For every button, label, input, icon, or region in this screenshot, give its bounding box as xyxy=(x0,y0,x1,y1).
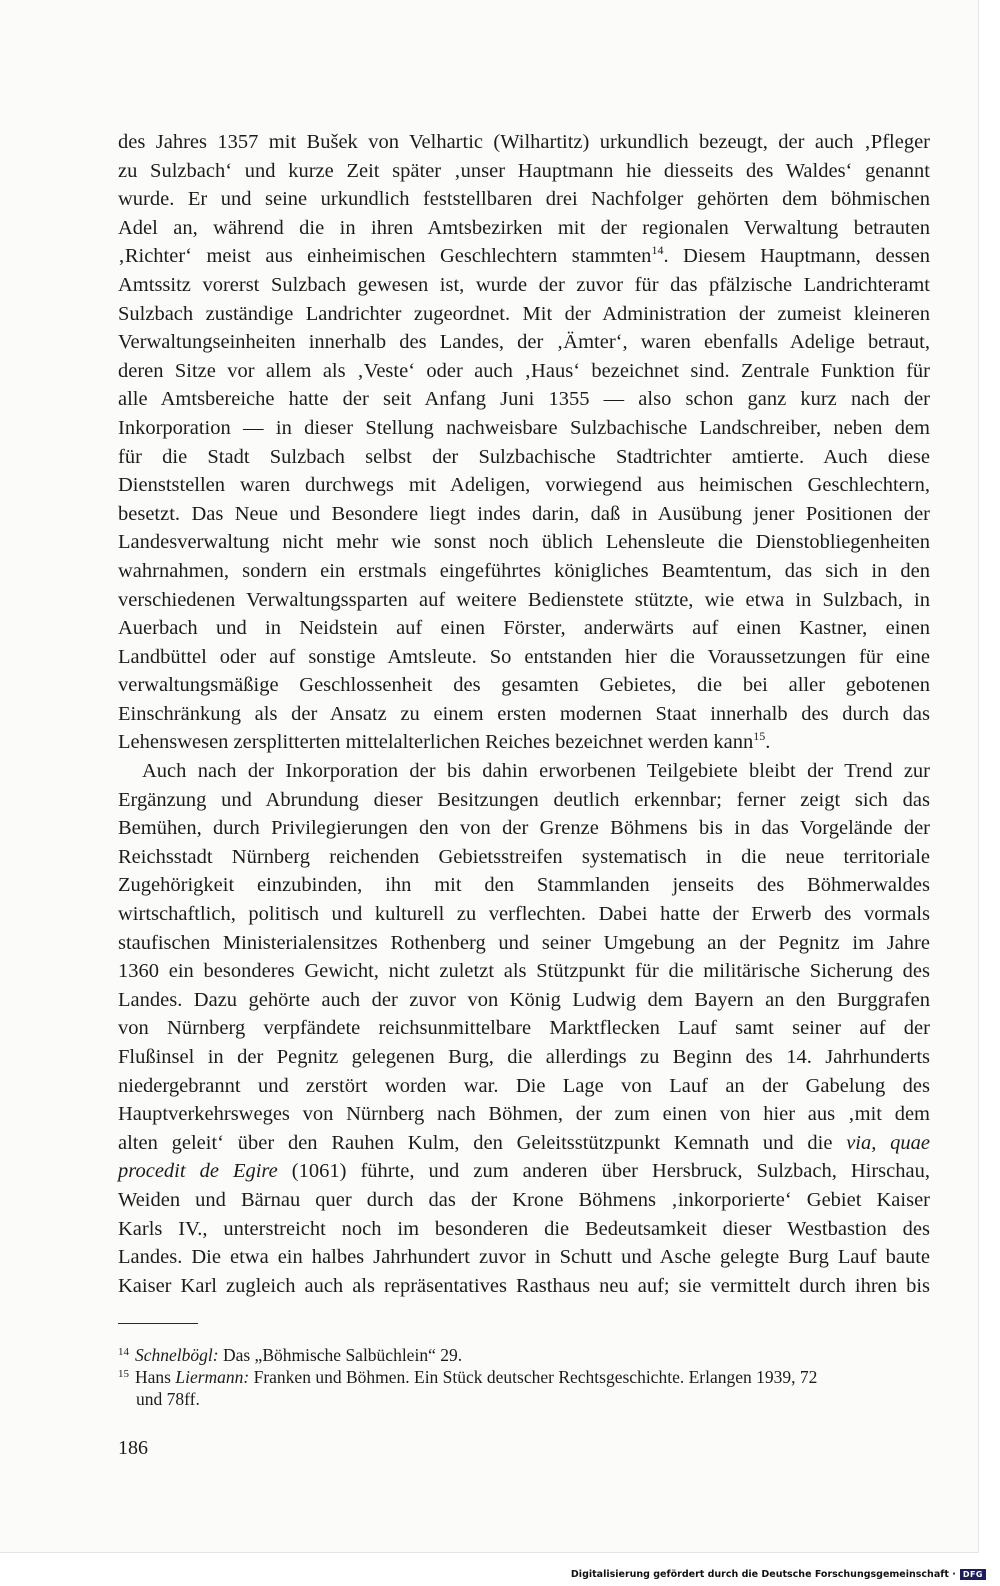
text-segment: Landesverwaltung nicht mehr wie sonst noch üblich Lehensleute die Dienstobliegenheiten xyxy=(118,531,930,554)
text-segment: Landes. Dazu gehörte auch der zuvor von König Ludwig dem Bayern an den Burggrafen xyxy=(118,988,930,1011)
text-segment: wahrnahmen, sondern ein erstmals eingeführtes königliches Beamtentum, das sich in den xyxy=(118,559,930,582)
footnote-text: Das „Böhmische Salbüchlein“ 29. xyxy=(218,1345,463,1365)
text-segment: Amtssitz vorerst Sulzbach gewesen ist, wurde der zuvor für das pfälzische Landrichteramt xyxy=(118,273,930,296)
text-segment: für die Stadt Sulzbach selbst der Sulzbachische Stadtrichter amtierte. Auch diese xyxy=(118,445,930,468)
text-segment: ‚Richter‘ meist aus einheimischen Geschlechtern stammten xyxy=(118,245,652,268)
text-segment: Lehenswesen zersplitterten mittelalterlichen Reiches bezeichnet werden kann xyxy=(118,731,754,754)
text-segment: . Diesem Hauptmann, dessen xyxy=(663,245,931,268)
text-segment: Dienststellen waren durchwegs mit Adeligen, vorwiegend aus heimischen Geschlechtern, xyxy=(118,474,930,497)
footnote-line xyxy=(118,1388,930,1410)
text-line xyxy=(118,1129,930,1158)
footnote-line xyxy=(118,1366,930,1388)
text-segment: Adel an, während die in ihren Amtsbezirken mit der regionalen Verwaltung betrauten xyxy=(118,216,930,239)
text-segment: Verwaltungseinheiten innerhalb des Landes, der ‚Ämter‘, waren ebenfalls Adelige betraut, xyxy=(118,331,930,354)
text-segment: wurde. Er und seine urkundlich feststellbaren drei Nachfolger gehörten dem böhmischen xyxy=(118,188,930,211)
text-segment: verschiedenen Verwaltungssparten auf weitere Bedienstete stützte, wie etwa in Sulzbach, in xyxy=(118,588,930,611)
text-segment: alle Amtsbereiche hatte der seit Anfang Juni 1355 — also schon ganz kurz nach der xyxy=(118,388,930,411)
text-segment: wirtschaftlich, politisch und kulturell zu verflechten. Dabei hatte der Erwerb des vormals xyxy=(118,903,930,926)
text-line xyxy=(118,757,930,786)
text-line xyxy=(118,871,930,900)
footnote-text: Liermann: xyxy=(175,1367,250,1387)
text-line xyxy=(118,900,930,929)
text-line xyxy=(118,271,930,300)
footnote-text: Schnelbögl: xyxy=(135,1345,219,1365)
text-segment: via, quae xyxy=(846,1131,930,1154)
footnote-mark: 14 xyxy=(118,1346,129,1358)
footnote-line xyxy=(118,1344,930,1366)
digitization-note-text: Digitalisierung gefördert durch die Deutsche Forschungsgemeinschaft · xyxy=(570,1569,956,1580)
text-segment: . xyxy=(765,731,771,754)
text-line xyxy=(118,185,930,214)
text-segment: von Nürnberg verpfändete reichsunmittelbare Marktflecken Lauf samt seiner auf der xyxy=(118,1017,930,1040)
digitization-note xyxy=(571,1569,986,1580)
text-segment: niedergebrannt und zerstört worden war. Die Lage von Lauf an der Gabelung des xyxy=(118,1074,930,1097)
text-line xyxy=(118,843,930,872)
text-segment: Auerbach und in Neidstein auf einen Förster, anderwärts auf einen Kastner, einen xyxy=(118,617,930,640)
text-segment: Karls IV., unterstreicht noch im besonderen die Bedeutsamkeit dieser Westbastion des xyxy=(118,1217,930,1240)
dfg-logo: DFG xyxy=(960,1569,986,1580)
text-line xyxy=(118,500,930,529)
text-line xyxy=(118,214,930,243)
footnote-text: Hans xyxy=(135,1367,176,1387)
text-segment: procedit de Egire xyxy=(118,1160,278,1183)
text-line xyxy=(118,929,930,958)
text-segment: zu Sulzbach‘ und kurze Zeit später ‚unser Hauptmann hie diesseits des Waldes‘ genannt xyxy=(118,159,930,182)
text-line xyxy=(118,643,930,672)
text-segment: Kaiser Karl zugleich auch als repräsentatives Rasthaus neu auf; sie vermittelt durch ihren bis xyxy=(118,1274,930,1297)
text-line xyxy=(118,700,930,729)
text-line xyxy=(118,671,930,700)
text-line xyxy=(118,328,930,357)
footnote-text: und 78ff. xyxy=(136,1389,200,1409)
text-line xyxy=(118,986,930,1015)
text-segment: Reichsstadt Nürnberg reichenden Gebietsstreifen systematisch in die neue territoriale xyxy=(118,845,930,868)
text-segment: Weiden und Bärnau quer durch das der Krone Böhmens ‚inkorporierte‘ Gebiet Kaiser xyxy=(118,1188,930,1211)
text-line xyxy=(118,300,930,329)
text-segment: staufischen Ministerialensitzes Rothenberg und seiner Umgebung an der Pegnitz im Jahre xyxy=(118,931,930,954)
footnote-mark: 15 xyxy=(118,1368,129,1380)
text-segment: deren Sitze vor allem als ‚Veste‘ oder auch ‚Haus‘ bezeichnet sind. Zentrale Funktion für xyxy=(118,359,930,382)
footnote-reference[interactable]: 15 xyxy=(753,729,766,744)
text-line xyxy=(118,957,930,986)
text-segment: Landes. Die etwa ein halbes Jahrhundert zuvor in Schutt und Asche gelegte Burg Lauf baute xyxy=(118,1246,930,1269)
text-segment: des Jahres 1357 mit Bušek von Velhartic (Wilhartitz) urkundlich bezeugt, der auch ‚Pfleger xyxy=(118,131,930,153)
text-segment: Flußinsel in der Pegnitz gelegenen Burg, die allerdings zu Beginn des 14. Jahrhunderts xyxy=(118,1046,930,1068)
text-line xyxy=(118,357,930,386)
text-line xyxy=(118,786,930,815)
text-line xyxy=(118,1043,930,1072)
text-line xyxy=(118,443,930,472)
text-line xyxy=(118,157,930,186)
text-line xyxy=(118,1100,930,1129)
text-line xyxy=(118,614,930,643)
text-line xyxy=(118,1272,930,1301)
text-line xyxy=(118,385,930,414)
text-segment: besetzt. Das Neue und Besondere liegt indes darin, daß in Ausübung jener Positionen der xyxy=(118,502,930,525)
body-text xyxy=(118,128,930,1300)
text-segment: (1061) führte, und zum anderen über Hersbruck, Sulzbach, Hirschau, xyxy=(277,1160,930,1183)
page-number: 186 xyxy=(118,1437,148,1459)
text-segment: Ergänzung und Abrundung dieser Besitzungen deutlich erkennbar; ferner zeigt sich das xyxy=(118,788,930,811)
text-segment: Sulzbach zuständige Landrichter zugeordnet. Mit der Administration der zumeist kleineren xyxy=(118,302,930,325)
footnotes xyxy=(118,1344,930,1410)
text-line xyxy=(118,128,930,157)
text-segment: Einschränkung als der Ansatz zu einem ersten modernen Staat innerhalb des durch das xyxy=(118,702,930,725)
footnote-reference[interactable]: 14 xyxy=(651,243,664,258)
text-segment: verwaltungsmäßige Geschlossenheit des gesamten Gebietes, die bei aller gebotenen xyxy=(118,674,930,697)
text-segment: Hauptverkehrsweges von Nürnberg nach Böhmen, der zum einen von hier aus ‚mit dem xyxy=(118,1103,930,1126)
text-line xyxy=(118,586,930,615)
text-line xyxy=(118,1186,930,1215)
text-segment: Inkorporation — in dieser Stellung nachweisbare Sulzbachische Landschreiber, neben dem xyxy=(118,416,930,439)
text-line xyxy=(118,1243,930,1272)
text-line xyxy=(118,814,930,843)
text-segment: Bemühen, durch Privilegierungen den von der Grenze Böhmens bis in das Vorgelände der xyxy=(118,817,930,840)
text-line xyxy=(118,1157,930,1186)
text-line xyxy=(118,414,930,443)
text-segment: Zugehörigkeit einzubinden, ihn mit den Stammlanden jenseits des Böhmerwaldes xyxy=(118,874,930,897)
text-line xyxy=(118,557,930,586)
footnote-separator xyxy=(118,1323,198,1324)
text-segment: alten geleit‘ über den Rauhen Kulm, den Geleitsstützpunkt Kemnath und die xyxy=(118,1131,847,1154)
text-line xyxy=(118,1072,930,1101)
text-line xyxy=(118,728,930,757)
text-line xyxy=(118,528,930,557)
text-segment: Landbüttel oder auf sonstige Amtsleute. So entstanden hier die Voraussetzungen für eine xyxy=(118,645,930,668)
footnote-text: Franken und Böhmen. Ein Stück deutscher Rechtsgeschichte. Erlangen 1939, 72 xyxy=(249,1367,818,1387)
text-line xyxy=(118,242,930,271)
text-line xyxy=(118,1014,930,1043)
text-segment: Auch nach der Inkorporation der bis dahin erworbenen Teilgebiete bleibt der Trend zur xyxy=(142,760,930,783)
text-line xyxy=(118,471,930,500)
text-line xyxy=(118,1215,930,1244)
text-segment: 1360 ein besonderes Gewicht, nicht zuletzt als Stützpunkt für die militärische Sicherung des xyxy=(118,960,930,983)
